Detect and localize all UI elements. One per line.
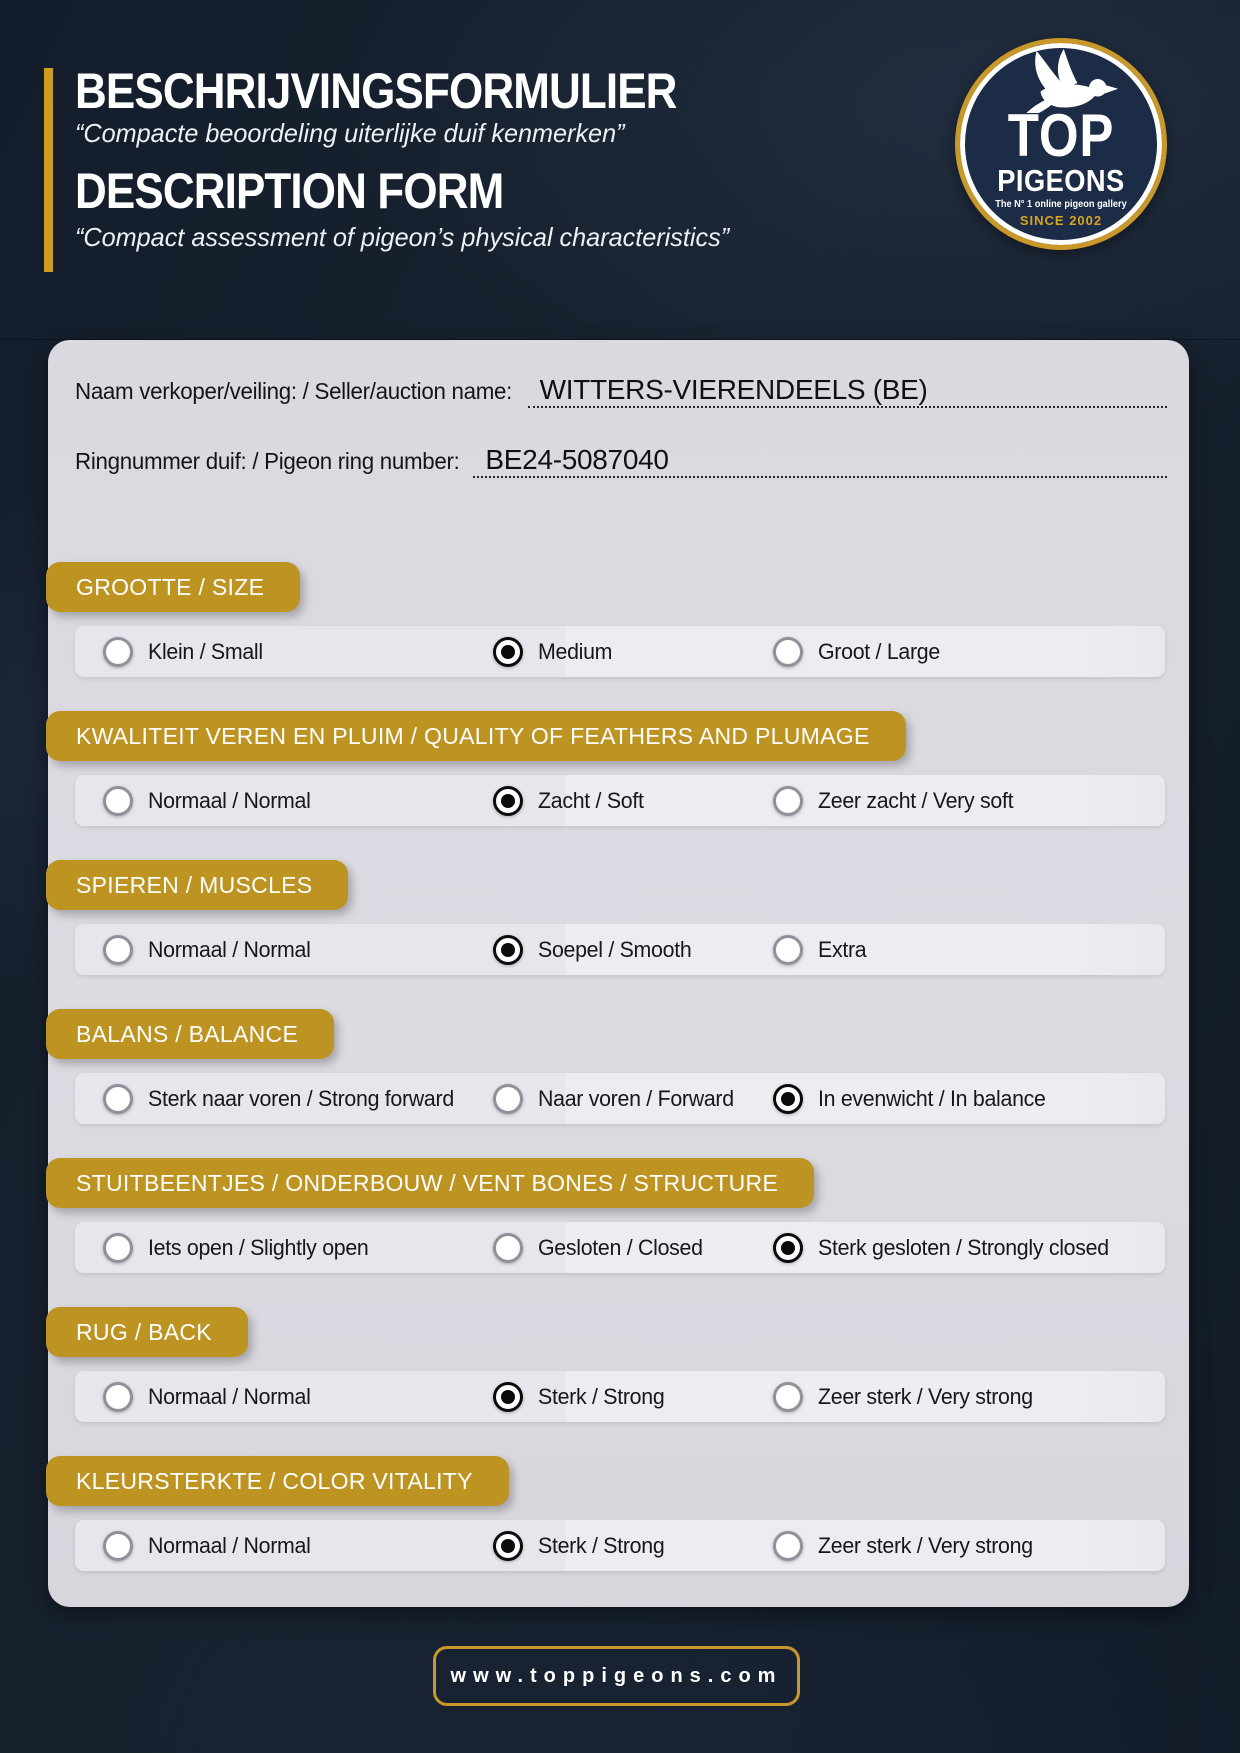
option-label: Sterk gesloten / Strongly closed [818, 1234, 1109, 1260]
option[interactable] [773, 1084, 1165, 1114]
form-section-2 [48, 860, 1189, 978]
option-label: Groot / Large [818, 638, 940, 664]
radio-selected-icon[interactable] [493, 935, 523, 965]
website-url: www.toppigeons.com [450, 1664, 783, 1687]
top-pigeons-logo [955, 38, 1167, 250]
radio-unselected-icon[interactable] [103, 1531, 133, 1561]
section-header [46, 711, 906, 761]
option-label: Medium [538, 638, 613, 664]
section-title: RUG / BACK [76, 1319, 212, 1345]
option[interactable] [773, 786, 1165, 816]
ring-number-value[interactable]: BE24-5087040 [485, 444, 669, 475]
radio-unselected-icon[interactable] [103, 637, 133, 667]
section-header [46, 860, 348, 910]
radio-selected-icon[interactable] [773, 1233, 803, 1263]
option[interactable] [103, 935, 493, 965]
seller-name-line [528, 374, 1167, 408]
option[interactable] [773, 1233, 1165, 1263]
option-label: In evenwicht / In balance [818, 1085, 1046, 1111]
section-header [46, 1456, 509, 1506]
radio-dot [501, 1539, 515, 1553]
option-label: Naar voren / Forward [538, 1085, 734, 1111]
form-section-3 [48, 1009, 1189, 1127]
form-card [48, 340, 1189, 1607]
section-title: BALANS / BALANCE [76, 1021, 299, 1047]
radio-selected-icon[interactable] [493, 1382, 523, 1412]
option-label: Iets open / Slightly open [148, 1234, 369, 1260]
option[interactable] [103, 1382, 493, 1412]
option[interactable] [773, 935, 1165, 965]
page-subtitle-dutch: “Compacte beoordeling uiterlijke duif kenmerken” [75, 118, 625, 148]
options-row [75, 775, 1165, 826]
section-header [46, 1307, 248, 1357]
seller-name-label: Naam verkoper/veiling: / Seller/auction name: [75, 378, 513, 404]
options-row [75, 1073, 1165, 1124]
option-label: Zeer zacht / Very soft [818, 787, 1014, 813]
radio-unselected-icon[interactable] [103, 1382, 133, 1412]
radio-selected-icon[interactable] [493, 1531, 523, 1561]
option[interactable] [773, 1382, 1165, 1412]
page-title-english: DESCRIPTION FORM [75, 163, 504, 219]
section-header [46, 562, 300, 612]
radio-unselected-icon[interactable] [773, 637, 803, 667]
options-row [75, 1222, 1165, 1273]
logo-word-pigeons: PIGEONS [997, 163, 1125, 198]
option-label: Zeer sterk / Very strong [818, 1383, 1033, 1409]
radio-unselected-icon[interactable] [493, 1084, 523, 1114]
section-title: KWALITEIT VEREN EN PLUIM / QUALITY OF FEATHERS AND PLUMAGE [76, 723, 870, 749]
option-label: Gesloten / Closed [538, 1234, 703, 1260]
radio-dot [501, 794, 515, 808]
option[interactable] [493, 786, 773, 816]
radio-unselected-icon[interactable] [103, 786, 133, 816]
seller-name-row [75, 362, 1167, 408]
gold-accent-bar [44, 68, 53, 272]
radio-unselected-icon[interactable] [493, 1233, 523, 1263]
option-label: Extra [818, 936, 867, 962]
option-label: Zacht / Soft [538, 787, 644, 813]
page-subtitle-english: “Compact assessment of pigeon’s physical characteristics” [75, 222, 730, 252]
radio-unselected-icon[interactable] [773, 1531, 803, 1561]
radio-unselected-icon[interactable] [103, 1233, 133, 1263]
options-row [75, 1371, 1165, 1422]
option[interactable] [103, 1084, 493, 1114]
radio-dot [781, 1092, 795, 1106]
radio-selected-icon[interactable] [493, 786, 523, 816]
option[interactable] [103, 786, 493, 816]
option[interactable] [493, 1531, 773, 1561]
ring-number-label: Ringnummer duif: / Pigeon ring number: [75, 448, 460, 474]
form-section-1 [48, 711, 1189, 829]
section-header [46, 1009, 334, 1059]
option-label: Sterk / Strong [538, 1532, 665, 1558]
radio-selected-icon[interactable] [773, 1084, 803, 1114]
options-row [75, 924, 1165, 975]
option-label: Sterk naar voren / Strong forward [148, 1085, 454, 1111]
option[interactable] [493, 1084, 773, 1114]
radio-unselected-icon[interactable] [103, 1084, 133, 1114]
section-title: SPIEREN / MUSCLES [76, 872, 313, 898]
logo-tagline: The N° 1 online pigeon gallery [995, 199, 1127, 210]
form-section-5 [48, 1307, 1189, 1425]
seller-name-value[interactable]: WITTERS-VIERENDEELS (BE) [539, 374, 928, 405]
option-label: Zeer sterk / Very strong [818, 1532, 1033, 1558]
radio-unselected-icon[interactable] [773, 1382, 803, 1412]
radio-dot [501, 943, 515, 957]
option[interactable] [493, 1382, 773, 1412]
form-section-0 [48, 562, 1189, 680]
option[interactable] [103, 637, 493, 667]
option-label: Sterk / Strong [538, 1383, 665, 1409]
options-row [75, 626, 1165, 677]
section-title: STUITBEENTJES / ONDERBOUW / VENT BONES / STRUCTURE [76, 1170, 779, 1196]
logo-word-top: TOP [1007, 102, 1115, 169]
form-section-4 [48, 1158, 1189, 1276]
ring-number-row [75, 432, 1167, 478]
website-link-box[interactable] [433, 1646, 800, 1706]
radio-dot [501, 645, 515, 659]
section-header [46, 1158, 814, 1208]
option[interactable] [103, 1531, 493, 1561]
option-label: Normaal / Normal [148, 1532, 311, 1558]
section-title: GROOTTE / SIZE [76, 574, 265, 600]
option[interactable] [773, 1531, 1165, 1561]
radio-dot [501, 1390, 515, 1404]
option[interactable] [773, 637, 1165, 667]
page-title-dutch: BESCHRIJVINGSFORMULIER [75, 63, 677, 119]
logo-since-badge: SINCE 2002 [1019, 213, 1103, 228]
radio-unselected-icon[interactable] [773, 935, 803, 965]
form-section-6 [48, 1456, 1189, 1574]
option-label: Normaal / Normal [148, 936, 311, 962]
radio-unselected-icon[interactable] [773, 786, 803, 816]
option[interactable] [493, 1233, 773, 1263]
option-label: Klein / Small [148, 638, 263, 664]
radio-unselected-icon[interactable] [103, 935, 133, 965]
options-row [75, 1520, 1165, 1571]
option-label: Soepel / Smooth [538, 936, 692, 962]
option[interactable] [103, 1233, 493, 1263]
ring-number-line [473, 444, 1167, 478]
radio-dot [781, 1241, 795, 1255]
option-label: Normaal / Normal [148, 1383, 311, 1409]
option[interactable] [493, 637, 773, 667]
section-title: KLEURSTERKTE / COLOR VITALITY [76, 1468, 473, 1494]
option[interactable] [493, 935, 773, 965]
radio-selected-icon[interactable] [493, 637, 523, 667]
option-label: Normaal / Normal [148, 787, 311, 813]
